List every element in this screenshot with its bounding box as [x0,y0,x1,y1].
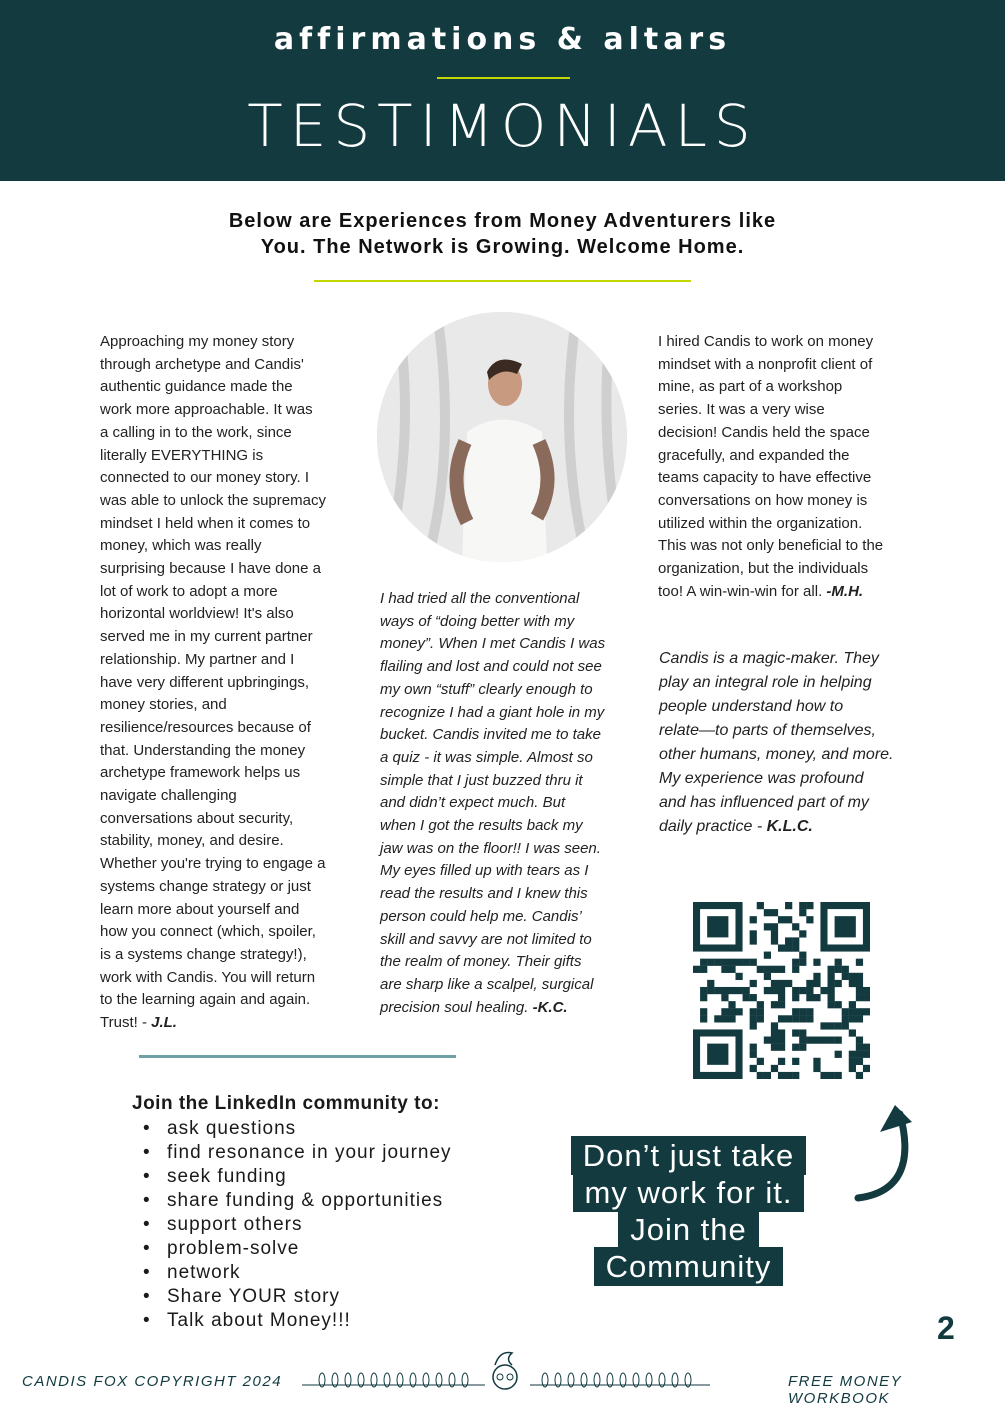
testimonial-line: organization, but the individuals [658,560,869,578]
testimonial-line: my own “stuff” clearly enough to [380,680,593,698]
testimonial-line: and didn’t expect much. But [380,794,566,812]
testimonial-line: lot of work to adopt a more [100,582,278,600]
testimonial-line: relate—to parts of themselves, [659,722,876,739]
testimonial-mh [658,331,883,603]
testimonial-line: the realm of money. Their gifts [380,953,582,971]
community-heading: Join the LinkedIn community to: [132,1093,440,1114]
testimonial-line: Candis is a magic-maker. They [659,650,879,667]
community-list-item: • share funding & opportunities [143,1189,452,1213]
testimonial-line: a calling in to the work, since [100,423,292,441]
testimonial-author: J.L. [151,1014,177,1032]
testimonial-line: play an integral role in helping [659,674,872,691]
footer-ornament-icon [300,1345,715,1400]
footer-copyright: CANDIS FOX COPYRIGHT 2024 [22,1373,283,1390]
testimonial-line: My experience was profound [659,770,864,787]
testimonial-line: daily practice - K.L.C. [659,818,813,835]
testimonial-line: stability, money, and desire. [100,832,284,850]
testimonial-line: served me in my current partner [100,628,313,646]
community-list-item: • seek funding [143,1165,452,1189]
portrait-illustration [377,312,627,562]
footer-workbook: FREE MONEY WORKBOOK [788,1373,902,1407]
testimonial-klc [659,647,894,839]
testimonial-line: was able to unlock the supremacy [100,491,326,509]
callout-line: Don’t just take [571,1136,806,1175]
testimonial-line: have very different upbringings, [100,673,310,691]
callout-line: Community [594,1247,784,1286]
testimonial-kc [380,588,605,1019]
callout-line: my work for it. [573,1173,805,1212]
testimonial-line: series. It was a very wise [658,401,825,419]
subtitle-divider [314,280,691,282]
testimonial-line: work more approachable. It was [100,401,313,419]
join-community-callout[interactable] [566,1137,811,1285]
community-list-item: • network [143,1261,452,1285]
subtitle-line: You. The Network is Growing. Welcome Home. [260,236,745,258]
testimonial-line: conversations about security, [100,809,294,827]
testimonial-line: money, which was really [100,537,262,555]
testimonial-line: skill and savvy are not limited to [380,930,592,948]
testimonial-line: systems change strategy or just [100,877,311,895]
testimonial-line: to the learning again and again. [100,991,311,1009]
testimonial-line: read the results and I knew this [380,885,588,903]
testimonial-line: bucket. Candis invited me to take [380,726,601,744]
header-banner [0,0,1005,181]
testimonial-line: Trust! - J.L. [100,1014,177,1032]
testimonial-line: recognize I had a giant hole in my [380,703,605,721]
community-list [143,1117,452,1333]
community-list-item: • find resonance in your journey [143,1141,452,1165]
testimonial-line: literally EVERYTHING is [100,446,264,464]
testimonial-line: surprising because I have done a [100,560,321,578]
testimonial-author: -K.C. [532,998,568,1016]
curved-arrow-icon [850,1100,920,1205]
qr-code[interactable] [693,902,870,1079]
testimonial-author: -M.H. [826,582,864,600]
community-list-item: • support others [143,1213,452,1237]
testimonial-line: is a systems change strategy!), [100,945,307,963]
testimonial-line: teams capacity to have effective [658,469,872,487]
testimonial-line: This was not only beneficial to the [658,537,884,555]
testimonial-line: through archetype and Candis' [100,355,304,373]
community-list-item: • ask questions [143,1117,452,1141]
testimonial-line: navigate challenging [100,787,237,805]
subtitle [0,208,1005,260]
testimonial-line: utilized within the organization. [658,514,863,532]
community-list-item: • Share YOUR story [143,1285,452,1309]
testimonial-line: decision! Candis held the space [658,423,870,441]
testimonial-line: I had tried all the conventional [380,590,580,607]
testimonial-line: learn more about yourself and [100,900,300,918]
testimonial-line: flailing and lost and could not see [380,658,602,676]
testimonial-line: when I got the results back my [380,817,583,835]
testimonial-line: people understand how to [659,698,844,715]
testimonial-line: too! A win-win-win for all. -M.H. [658,582,864,600]
brand-name: affirmations & altars [273,22,732,57]
header-divider [437,77,570,79]
testimonial-line: money stories, and [100,696,227,714]
subtitle-line: Below are Experiences from Money Adventurers like [228,210,777,232]
community-list-item: • Talk about Money!!! [143,1309,452,1333]
testimonial-line: relationship. My partner and I [100,650,295,668]
testimonial-line: work with Candis. You will return [100,968,316,986]
testimonial-line: are sharp like a scalpel, surgical [380,975,594,993]
section-divider [139,1055,456,1058]
testimonial-line: resilience/resources because of [100,718,311,736]
testimonial-line: ways of “doing better with my [380,612,575,630]
testimonial-line: person could help me. Candis’ [380,907,582,925]
testimonial-line: gracefully, and expanded the [658,446,850,464]
testimonial-line: precision soul healing. -K.C. [380,998,568,1016]
testimonial-line: Whether you're trying to engage a [100,855,326,873]
testimonial-line: My eyes filled up with tears as I [380,862,589,880]
testimonial-line: Approaching my money story [100,333,295,350]
testimonial-line: archetype framework helps us [100,764,301,782]
callout-line: Join the [618,1210,759,1249]
testimonial-line: connected to our money story. I [100,469,309,487]
testimonial-line: mine, as part of a workshop [658,378,843,396]
testimonial-line: simple that I just buzzed thru it [380,771,583,789]
testimonial-line: a quiz - it was simple. Almost so [380,748,593,766]
page-title: TESTIMONIALS [247,92,758,160]
testimonial-line: jaw was on the floor!! I was seen. [380,839,601,857]
testimonial-line: how you connect (which, spoiler, [100,923,316,941]
testimonial-line: conversations on how money is [658,491,868,509]
portrait-photo [377,312,627,562]
testimonial-line: that. Understanding the money [100,741,306,759]
testimonial-line: authentic guidance made the [100,378,293,396]
page-number: 2 [937,1310,955,1346]
testimonial-line: mindset with a nonprofit client of [658,355,873,373]
testimonial-line: other humans, money, and more. [659,746,894,763]
community-list-item: • problem-solve [143,1237,452,1261]
testimonial-line: horizontal worldview! It's also [100,605,294,623]
testimonial-line: and has influenced part of my [659,794,869,811]
testimonial-line: mindset I held when it comes to [100,514,311,532]
testimonial-author: K.L.C. [766,818,813,835]
testimonial-line: money”. When I met Candis I was [380,635,606,653]
testimonial-jl [100,331,326,1035]
testimonial-line: I hired Candis to work on money [658,333,874,350]
